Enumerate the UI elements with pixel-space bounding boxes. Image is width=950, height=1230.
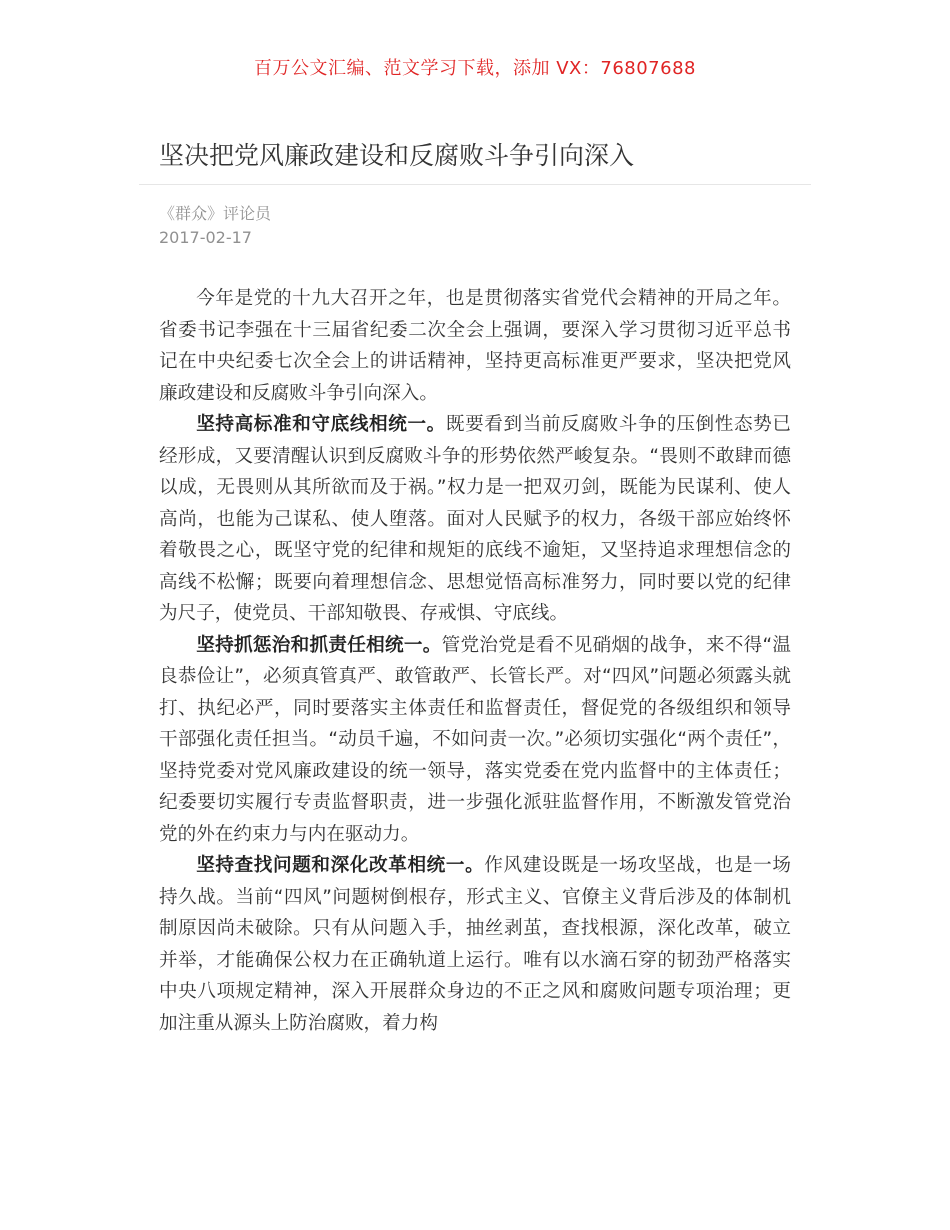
section-body-2: 管党治党是看不见硝烟的战争，来不得“温良恭俭让”，必须真管真严、敢管敢严、长管长严。对“四风”问题必须露头就打、执纪必严，同时要落实主体责任和监督责任，督促党的各级组织和领导干部强化责任担当。“动员千遍，不如问责一次。”必须切实强化“两个责任”，坚持党委对党风廉政建设的统一领导，落实党委在党内监督中的主体责任；纪委要切实履行专责监督职责，进一步强化派驻监督作用，不断激发管党治党的外在约束力与内在驱动力。 — [159, 634, 791, 845]
intro-paragraph: 今年是党的十九大召开之年，也是贯彻落实省党代会精神的开局之年。省委书记李强在十三届省纪委二次全会上强调，要深入学习贯彻习近平总书记在中央纪委七次全会上的讲话精神，坚持更高标准更严要求，坚决把党风廉政建设和反腐败斗争引向深入。 — [159, 288, 791, 404]
section-heading-3: 坚持查找问题和深化改革相统一。 — [196, 855, 485, 876]
article-meta — [159, 202, 271, 250]
article-title: 坚决把党风廉政建设和反腐败斗争引向深入 — [159, 141, 635, 170]
title-divider — [139, 184, 811, 185]
section-paragraph-1 — [159, 409, 791, 630]
section-heading-1: 坚持高标准和守底线相统一。 — [196, 414, 446, 435]
section-paragraph-3 — [159, 850, 791, 1039]
section-paragraph-2 — [159, 630, 791, 851]
promo-banner: 百万公文汇编、范文学习下载，添加 VX：76807688 — [254, 58, 696, 79]
article-date: 2017-02-17 — [159, 228, 252, 247]
section-heading-2: 坚持抓惩治和抓责任相统一。 — [196, 634, 442, 656]
section-body-1: 既要看到当前反腐败斗争的压倒性态势已经形成，又要清醒认识到反腐败斗争的形势依然严峻复杂。“畏则不敢肆而德以成，无畏则从其所欲而及于祸。”权力是一把双刃剑，既能为民谋利、使人高尚，也能为己谋私、使人堕落。面对人民赋予的权力，各级干部应始终怀着敬畏之心，既坚守党的纪律和规矩的底线不逾矩，又坚持追求理想信念的高线不松懈；既要向着理想信念、思想觉悟高标准努力，同时要以党的纪律为尺子，使党员、干部知敬畏、存戒惧、守底线。 — [159, 414, 791, 624]
section-body-3: 作风建设既是一场攻坚战，也是一场持久战。当前“四风”问题树倒根存，形式主义、官僚主义背后涉及的体制机制原因尚未破除。只有从问题入手，抽丝剥茧，查找根源，深化改革，破立并举，才能确保公权力在正确轨道上运行。唯有以水滴石穿的韧劲严格落实中央八项规定精神，深入开展群众身边的不正之风和腐败问题专项治理；更加注重从源头上防治腐败，着力构 — [159, 855, 791, 1034]
article-body — [159, 283, 791, 1039]
article-author: 《群众》评论员 — [159, 204, 272, 223]
